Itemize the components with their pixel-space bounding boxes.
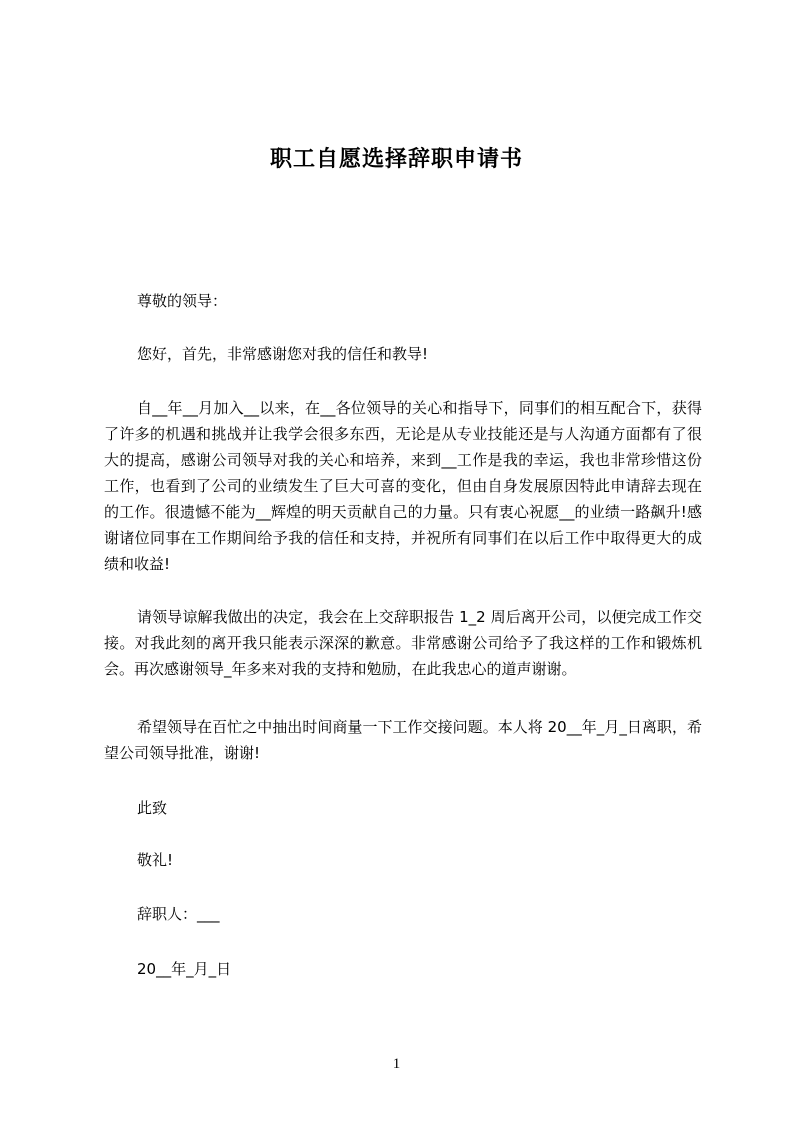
date-line: 20__年_月_日: [137, 960, 232, 978]
salutation: 尊敬的领导：: [137, 292, 228, 310]
body-paragraph-1: 自__年__月加入__以来，在__各位领导的关心和指导下，同事们的相互配合下，获得了许多的机遇和挑战并让我学会很多东西，无论是从专业技能还是与人沟通方面都有了很大的提高，感谢公司领导对我的关心和培养，来到__工作是我的幸运，我也非常珍惜这份工作，也看到了公司的业绩发生了巨大可喜的变化，但由自身发展原因特此申请辞去现在的工作。很遗憾不能为__辉煌的明天贡献自己的力量。只有衷心祝愿__的业绩一路飙升!感谢诸位同事在工作期间给予我的信任和支持，并祝所有同事们在以后工作中取得更大的成绩和收益!: [104, 399, 702, 573]
closing-line-1: 此致: [137, 799, 168, 817]
signature-line: 辞职人：___: [137, 905, 220, 923]
body-paragraph-3: 希望领导在百忙之中抽出时间商量一下工作交接问题。本人将 20__年_月_日离职，希望公司领导批准，谢谢!: [104, 718, 702, 762]
document-title: 职工自愿选择辞职申请书: [269, 147, 523, 172]
closing-line-2: 敬礼!: [137, 851, 174, 869]
greeting: 您好，首先，非常感谢您对我的信任和教导!: [137, 345, 429, 363]
page-number: 1: [392, 1056, 401, 1072]
body-paragraph-2: 请领导谅解我做出的决定，我会在上交辞职报告 1_2 周后离开公司，以便完成工作交接。对我此刻的离开我只能表示深深的歉意。非常感谢公司给予了我这样的工作和锻炼机会。再次感谢领导_年多来对我的支持和勉励，在此我忠心的道声谢谢。: [104, 608, 702, 678]
